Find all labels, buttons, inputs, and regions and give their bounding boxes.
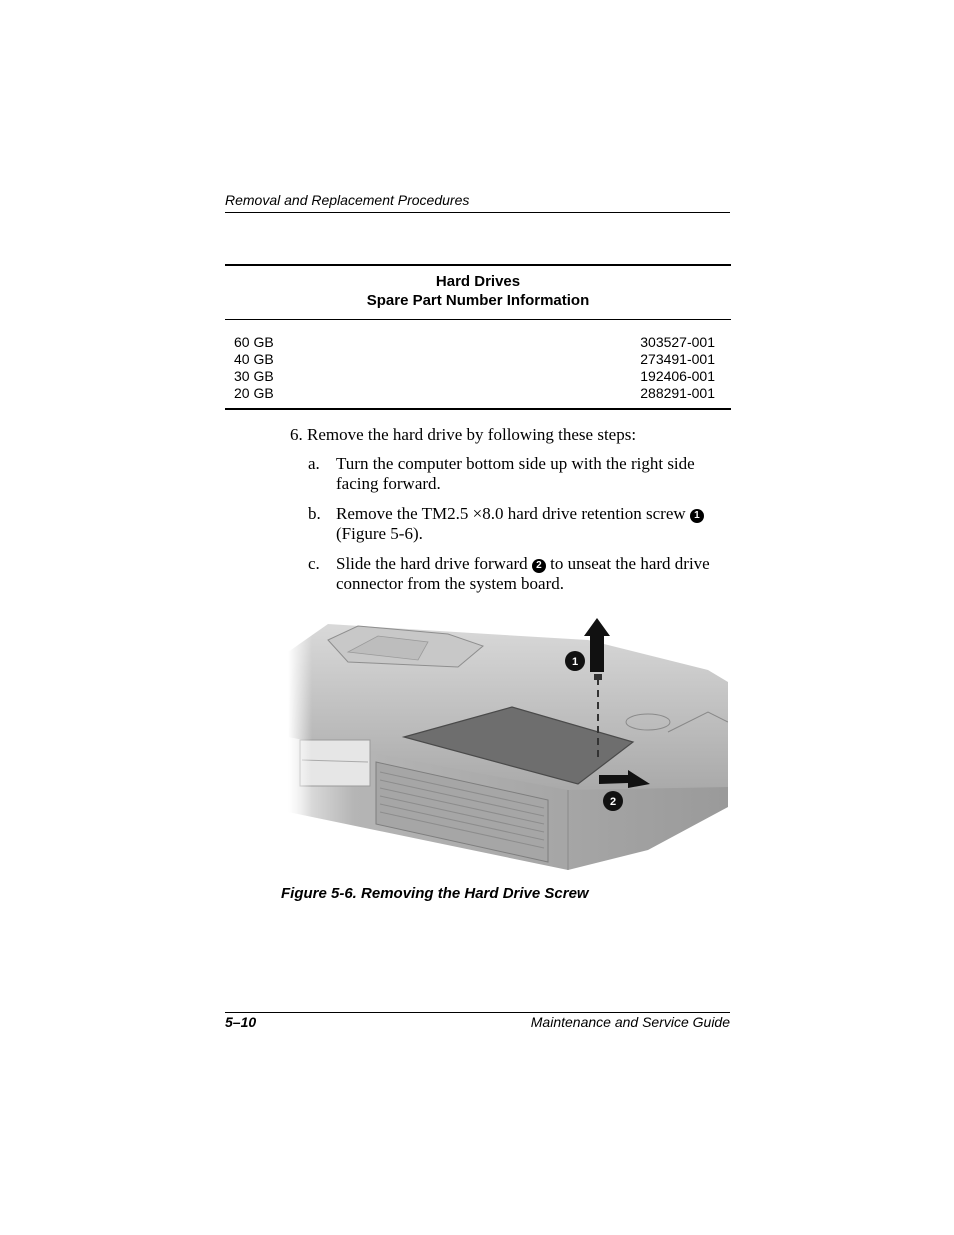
capacity-cell: 20 GB (234, 385, 274, 401)
step-text: Remove the hard drive by following these steps: (307, 425, 637, 444)
capacity-cell: 30 GB (234, 368, 274, 384)
substep-line: connector from the system board. (336, 574, 565, 593)
table-subtitle: Spare Part Number Information (366, 292, 590, 309)
substep-line: Remove the TM2.5 ×8.0 hard drive retention screw (336, 504, 686, 523)
table-row (234, 385, 715, 402)
capacity-cell: 40 GB (234, 351, 274, 367)
table-header-rule (225, 319, 731, 320)
part-number-cell: 273491-001 (640, 351, 715, 367)
callout-1-label: 1 (571, 656, 579, 668)
part-number-cell: 303527-001 (640, 334, 715, 350)
header-rule (225, 212, 730, 213)
callout-1-inline: 1 (690, 509, 704, 523)
part-number-cell: 288291-001 (640, 385, 715, 401)
callout-2-inline: 2 (532, 559, 546, 573)
page-number: 5–10 (225, 1014, 257, 1030)
footer-rule (225, 1012, 730, 1013)
callout-2-label: 2 (609, 796, 617, 808)
capacity-cell: 60 GB (234, 334, 274, 350)
substep-line: Slide the hard drive forward (336, 554, 528, 573)
substep-line: facing forward. (336, 474, 441, 493)
part-number-cell: 192406-001 (640, 368, 715, 384)
substep-line: Turn the computer bottom side up with the right side (336, 454, 695, 473)
substep-line: to unseat the hard drive (550, 554, 710, 573)
table-bottom-rule (225, 408, 731, 410)
substep-line: (Figure 5-6). (336, 524, 423, 543)
figure-caption: Figure 5-6. Removing the Hard Drive Screw (281, 885, 589, 902)
table-row (234, 351, 715, 368)
table-row (234, 368, 715, 385)
footer-title: Maintenance and Service Guide (530, 1014, 730, 1030)
hard-drive-figure (288, 612, 728, 877)
substep-letter: a. (308, 454, 320, 473)
table-title: Hard Drives (435, 273, 521, 290)
step-number: 6. (290, 425, 303, 444)
substep-letter: b. (308, 504, 321, 523)
step-6 (290, 425, 636, 445)
table-row (234, 334, 715, 351)
running-header: Removal and Replacement Procedures (225, 192, 470, 208)
substep-letter: c. (308, 554, 320, 573)
table-top-rule (225, 264, 731, 266)
